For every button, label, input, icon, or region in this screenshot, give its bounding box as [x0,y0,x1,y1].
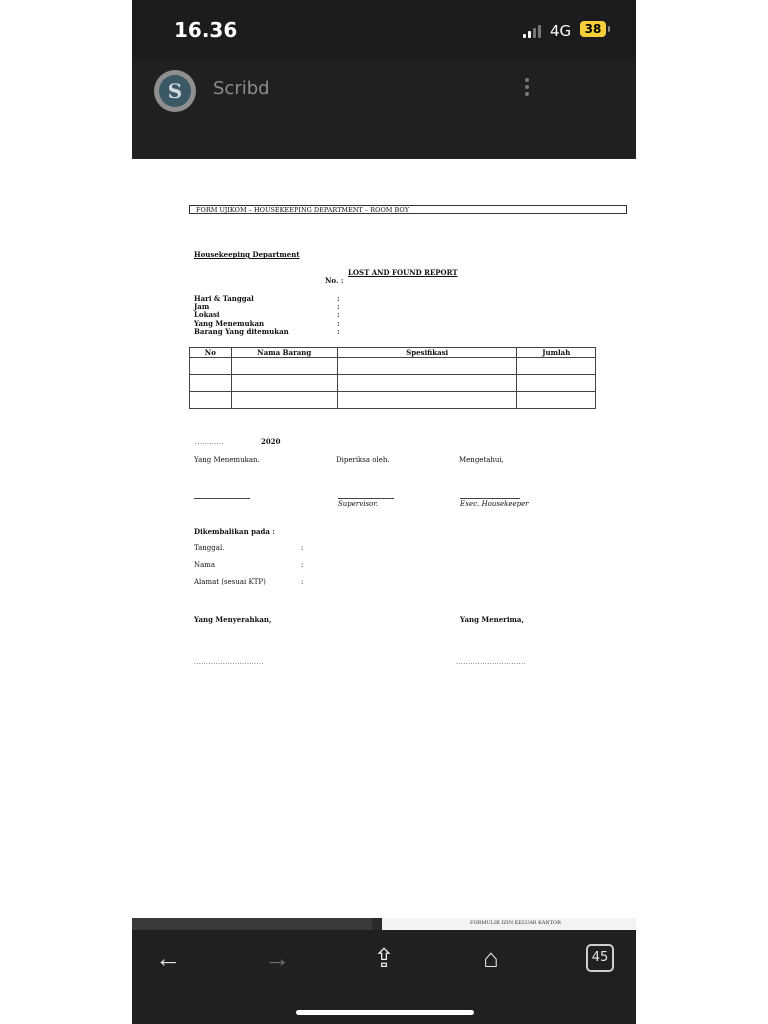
column-header: No [190,348,232,358]
back-arrow-icon[interactable]: ← [155,943,181,973]
table-header-row [190,348,596,358]
checked-by-label: Diperiksa oleh. [336,456,390,464]
field-label: Hari & Tanggal [194,294,254,303]
signature-line [338,498,394,499]
field-colon: : [301,544,304,552]
column-header: Nama Barang [231,348,337,358]
signature-line [194,498,250,499]
table-row [190,375,596,392]
field-colon: : [337,327,340,336]
more-options-icon[interactable] [522,78,532,102]
tabs-count-icon[interactable]: 45 [586,944,614,972]
document-page [132,159,636,918]
returned-label: Dikembalikan pada : [194,527,275,536]
field-colon: : [301,578,304,586]
table-row [190,358,596,375]
home-indicator[interactable] [296,1010,474,1015]
phone-screen [132,0,636,1024]
status-bar [132,0,636,58]
field-colon: : [337,319,340,328]
giver-signature-line: ............................. [194,659,264,666]
field-label: Lokasi [194,310,220,319]
status-time: 16.36 [174,18,238,42]
return-field-label: Nama [194,561,216,569]
column-header: Spesifikasi [337,348,517,358]
signal-icon [523,24,543,38]
field-colon: : [337,302,340,311]
report-title: LOST AND FOUND REPORT [348,268,458,277]
app-bar [132,58,636,159]
page-thumbnail [382,918,636,930]
return-field-label: Tanggal. [194,544,225,552]
finder-label: Yang Menemukan. [194,456,260,464]
column-header: Jumlah [517,348,596,358]
acknowledged-label: Mengetahui, [459,456,504,464]
department-label: Housekeeping Department [194,250,300,259]
items-table [189,347,596,409]
date-placeholder: ............ [195,439,224,446]
receiver-label: Yang Menerima, [460,615,524,624]
year-label: 2020 [261,437,281,446]
field-colon: : [337,310,340,319]
report-number: No. : [325,276,344,285]
forward-arrow-icon[interactable]: → [264,943,290,973]
page-thumbnail [132,918,372,930]
app-title: Scribd [213,78,270,99]
home-icon[interactable]: ⌂ [483,943,499,973]
receiver-signature-line: ............................. [456,659,526,666]
field-colon: : [337,294,340,303]
form-header: FORM UJIKOM – HOUSEKEEPING DEPARTMENT – ROOM BOY [189,205,627,214]
browser-toolbar [132,930,636,1024]
exec-housekeeper-title: Exec. Housekeeper [460,500,529,508]
next-page-header: FORMULIR IZIN KELUAR KANTOR [470,920,561,926]
table-row [190,392,596,409]
next-page-preview[interactable] [132,918,636,930]
signature-line [460,498,520,499]
network-type: 4G [550,22,572,40]
scribd-logo-icon: S [154,70,196,112]
return-field-label: Alamat (sesuai KTP) [194,578,266,586]
field-colon: : [301,561,304,569]
battery-icon: 38 [580,21,606,37]
supervisor-title: Supervisor. [338,500,379,508]
field-label: Jam [194,302,210,311]
battery-tip [608,26,610,32]
field-label: Barang Yang ditemukan [194,327,289,336]
giver-label: Yang Menyerahkan, [194,615,272,624]
field-label: Yang Menemukan [194,319,265,328]
share-icon[interactable]: ⇪ [373,943,395,973]
